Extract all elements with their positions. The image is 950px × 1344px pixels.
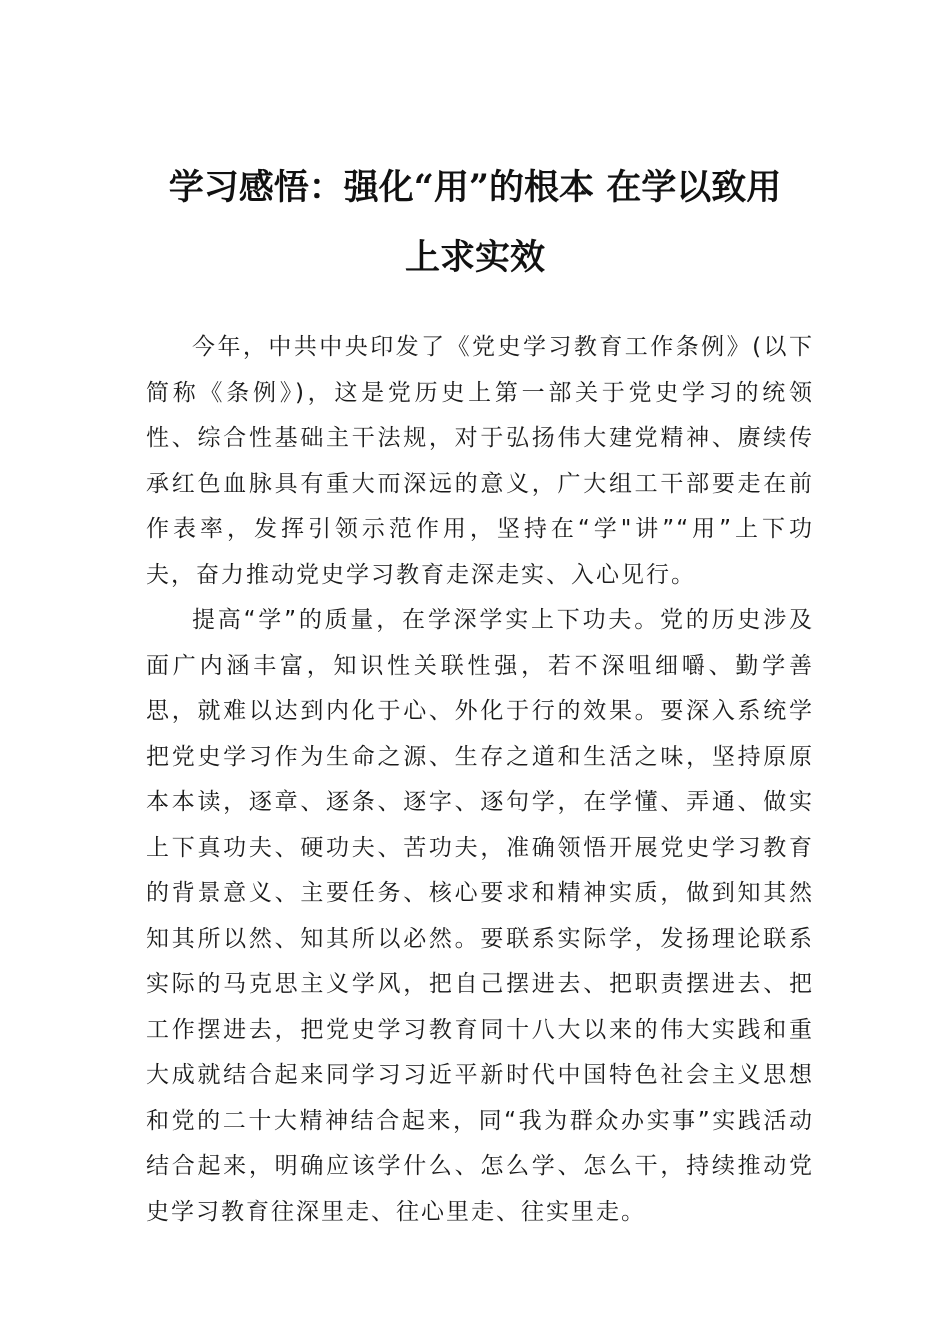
paragraph-intro: 今年，中共中央印发了《党史学习教育工作条例》(以下简称《条例》)，这是党历史上第一部关于党史学习的统领性、综合性基础主干法规，对于弘扬伟大建党精神、赓续传承红色血脉具有重大而深远的意义，广大组工干部要走在前作表率，发挥引领示范作用，坚持在“学"讲”“用”上下功夫，奋力推动党史学习教育走深走实、入心见行。 bbox=[146, 334, 814, 588]
document-body bbox=[146, 325, 814, 1235]
document-title-line-2: 上求实效 bbox=[404, 237, 545, 278]
paragraph-study-quality: 提高“学”的质量，在学深学实上下功夫。党的历史涉及面广内涵丰富，知识性关联性强，若不深咀细嚼、勤学善思，就难以达到内化于心、外化于行的效果。要深入系统学把党史学习作为生命之源、生存之道和生活之味，坚持原原本本读，逐章、逐条、逐字、逐句学，在学懂、弄通、做实上下真功夫、硬功夫、苦功夫，准确领悟开展党史学习教育的背景意义、主要任务、核心要求和精神实质，做到知其然知其所以然、知其所以必然。要联系实际学，发扬理论联系实际的马克思主义学风，把自己摆进去、把职责摆进去、把工作摆进去，把党史学习教育同十八大以来的伟大实践和重大成就结合起来同学习习近平新时代中国特色社会主义思想和党的二十大精神结合起来，同“我为群众办实事”实践活动结合起来，明确应该学什么、怎么学、怎么干，持续推动党史学习教育往深里走、往心里走、往实里走。 bbox=[146, 607, 814, 1225]
document-title-line-1: 学习感悟：强化“用”的根本 在学以致用 bbox=[168, 167, 782, 208]
